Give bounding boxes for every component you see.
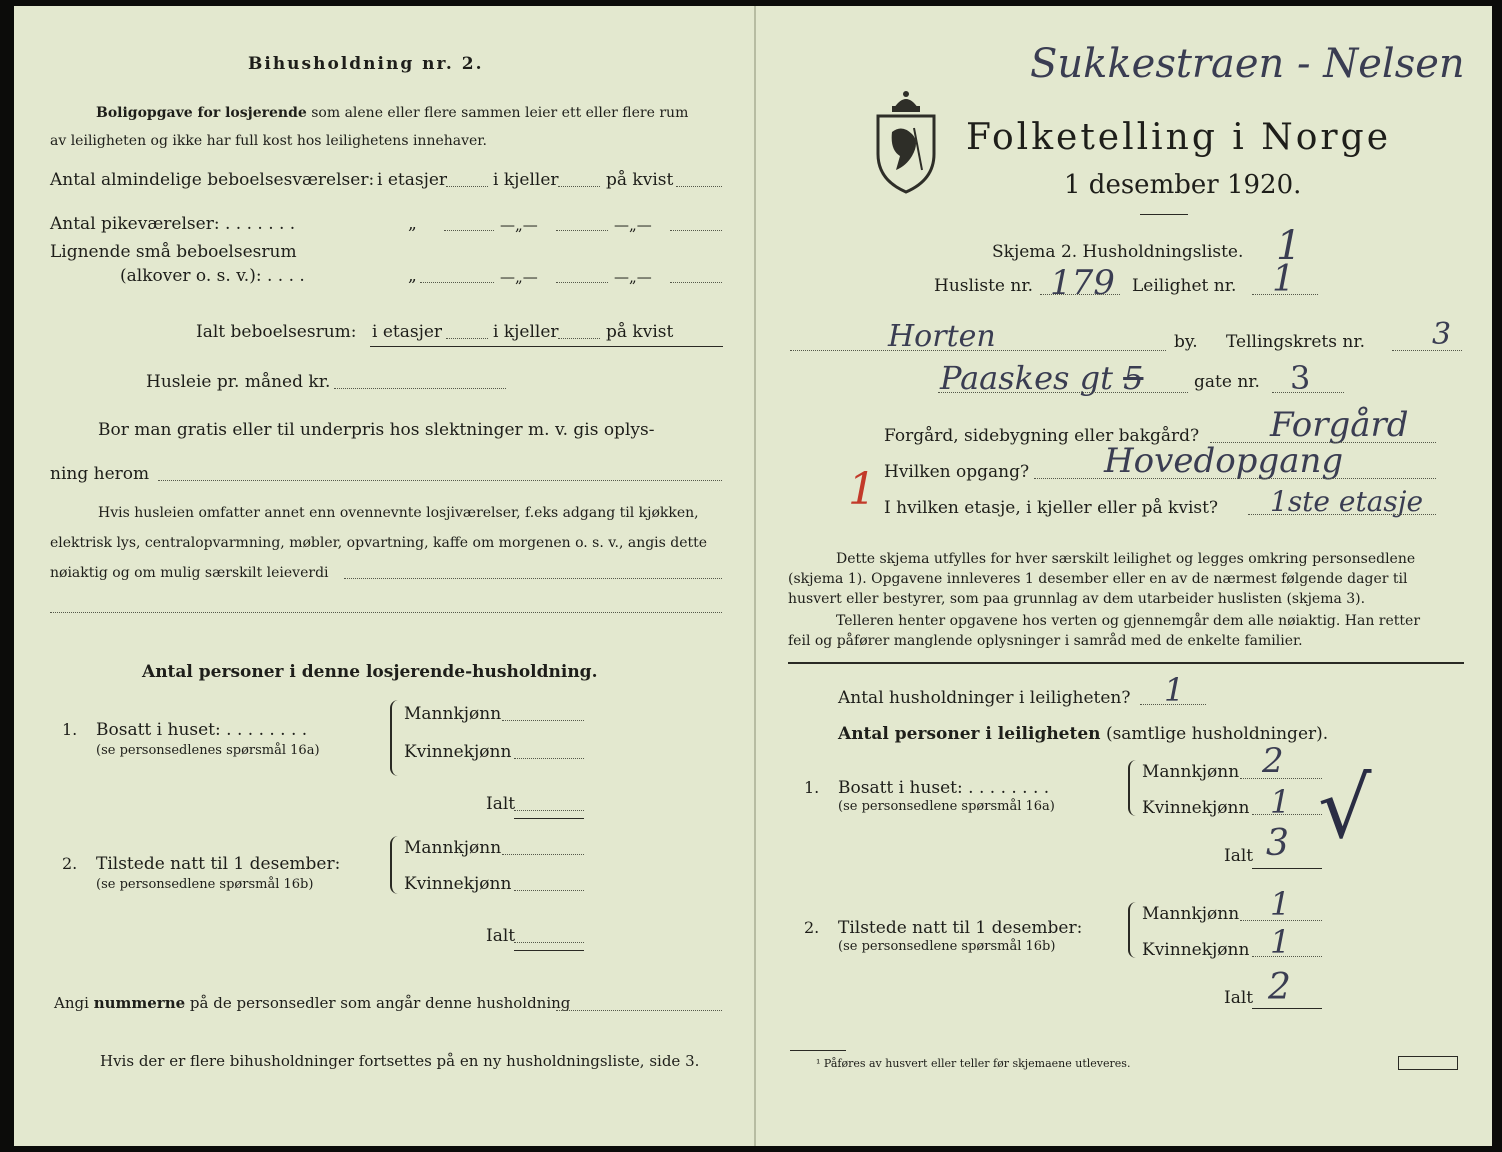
pike-line-2 — [556, 230, 608, 231]
opgang-value: Hovedopgang — [1104, 441, 1344, 481]
pike-line-1 — [444, 230, 494, 231]
husliste-label: Husliste nr. — [934, 276, 1034, 296]
etasje-value: 1ste etasje — [1270, 485, 1424, 518]
r-q1-brace — [1128, 760, 1137, 816]
gate-label: gate nr. — [1194, 372, 1260, 392]
leilighet-line — [1252, 294, 1318, 295]
ialt-etasjer-line — [446, 338, 488, 339]
pike-ditto-3: —„— — [614, 216, 652, 234]
by-label: by. — [1174, 332, 1198, 352]
extra-line-full — [50, 612, 722, 613]
r-q2-ialt-label: Ialt — [1224, 988, 1254, 1008]
etasje-line — [1248, 514, 1436, 515]
r-q1-sub: (se personsedlene spørsmål 16a) — [838, 799, 1055, 814]
angi-line — [54, 996, 570, 1011]
street-name: Paaskes gt — [940, 359, 1113, 397]
footnote: ¹ Påføres av husvert eller teller før skjemaene utleveres. — [816, 1057, 1131, 1070]
intro-line-2: av leiligheten og ikke har full kost hos leilighetens innehaver. — [50, 133, 487, 149]
q2-sub: (se personsedlene spørsmål 16b) — [96, 877, 314, 892]
q2-ialt-label: Ialt — [486, 926, 516, 946]
q1-kvinne-label: Kvinnekjønn — [404, 742, 512, 762]
extra-line-1: Hvis husleien omfatter annet enn ovennevnte losjiværelser, f.eks adgang til kjøkken, — [98, 505, 699, 521]
krets-label: Tellingskrets nr. — [1226, 332, 1366, 352]
q2-brace — [390, 836, 399, 894]
rooms-kvist: på kvist — [606, 170, 674, 190]
husliste-line — [1040, 294, 1120, 295]
extra-line-3: nøiaktig og om mulig særskilt leieverdi — [50, 565, 329, 581]
r-q1-ialt-underline — [1252, 868, 1322, 869]
instructions-rule — [788, 662, 1464, 664]
free-line-1: Bor man gratis eller til underpris hos slektninger m. v. gis oplys- — [98, 420, 655, 440]
households-line — [1140, 704, 1206, 705]
r-q2-sub: (se personsedlene spørsmål 16b) — [838, 939, 1056, 954]
leilighet-value: 1 — [1272, 259, 1295, 300]
r-q2-mann-line — [1240, 920, 1322, 921]
opgang-label: Hvilken opgang? — [884, 462, 1030, 482]
schema-handwritten: 1 — [1276, 223, 1302, 269]
pike-ditto-2: —„— — [500, 216, 538, 234]
r-q1-mann-line — [1240, 778, 1322, 779]
left-title: Bihusholdning nr. 2. — [248, 54, 484, 74]
q1-kvinne-line — [514, 758, 584, 759]
r-q1-kvinne-line — [1252, 814, 1322, 815]
q1-mann-line — [502, 720, 584, 721]
households-value: 1 — [1164, 671, 1185, 709]
gate-line — [1272, 392, 1344, 393]
r-q1-kvinne-value: 1 — [1270, 783, 1291, 821]
r-q1-label: Bosatt i huset: . . . . . . . . — [838, 778, 1050, 798]
forgard-label: Forgård, sidebygning eller bakgård? — [884, 426, 1200, 446]
persons-heading-right — [838, 726, 1328, 743]
pike-line-3 — [670, 230, 722, 231]
households-label: Antal husholdninger i leiligheten? — [838, 688, 1131, 708]
q2-kvinne-label: Kvinnekjønn — [404, 874, 512, 894]
q2-mann-line — [502, 854, 584, 855]
printer-stamp — [1398, 1056, 1458, 1070]
q1-ialt-underline — [514, 818, 584, 819]
q1-mann-label: Mannkjønn — [404, 704, 502, 724]
main-title: Folketelling i Norge — [966, 117, 1391, 158]
opgang-line — [1034, 478, 1436, 479]
instr-line-1: Dette skjema utfylles for hver særskilt leilighet og legges omkring personsedlene — [836, 551, 1416, 567]
checkmark-icon: √ — [1318, 759, 1372, 857]
small-rooms-label-2: (alkover o. s. v.): . . . . — [120, 266, 305, 286]
small-line-3 — [670, 282, 722, 283]
intro-line-1 — [96, 106, 688, 120]
r-q2-kvinne-line — [1252, 956, 1322, 957]
title-rule — [1140, 214, 1188, 215]
q1-ialt-line — [514, 810, 584, 811]
persons-heading: Antal personer i denne losjerende-husholdning. — [142, 662, 598, 682]
persons-heading-bold: Antal personer i leiligheten — [838, 724, 1101, 744]
pike-label: Antal pikeværelser: . . . . . . . — [50, 214, 296, 234]
angi-pre: Angi — [54, 994, 89, 1012]
small-ditto-1: „ — [408, 266, 417, 286]
ialt-underline — [370, 346, 723, 347]
krets-value: 3 — [1432, 317, 1452, 352]
r-q2-ialt-value: 2 — [1268, 967, 1291, 1008]
r-q1-mann-value: 2 — [1262, 741, 1284, 781]
rooms-kvist-line — [676, 186, 722, 187]
small-rooms-label-1: Lignende små beboelsesrum — [50, 242, 297, 262]
red-pencil-mark: 1 — [848, 464, 876, 515]
ialt-etasjer: i etasjer — [372, 322, 443, 342]
free-line-2: ning herom — [50, 464, 150, 484]
persons-heading-rest: (samtlige husholdninger). — [1105, 724, 1329, 744]
free-line — [158, 480, 722, 481]
rent-line — [334, 388, 506, 389]
street-value — [940, 359, 1144, 397]
rooms-kjeller-line — [558, 186, 600, 187]
rooms-etasjer: i etasjer — [377, 170, 448, 190]
angi-bold: nummerne — [93, 994, 186, 1012]
intro-rest: som alene eller flere sammen leier ett eller flere rum — [311, 105, 689, 121]
r-q2-label: Tilstede natt til 1 desember: — [838, 918, 1083, 938]
r-q2-number: 2. — [804, 918, 820, 937]
r-q1-number: 1. — [804, 778, 820, 797]
r-q2-mann-label: Mannkjønn — [1142, 904, 1240, 924]
q1-brace — [390, 700, 399, 776]
instr-line-3: husvert eller bestyrer, som paa grunnlag av dem utarbeider huslisten (skjema 3). — [788, 591, 1366, 607]
angi-post: på de personsedler som angår denne husholdning — [189, 994, 571, 1012]
intro-bold: Boligopgave for losjerende — [96, 105, 307, 121]
small-line-1 — [420, 282, 494, 283]
angi-line-fill — [556, 1010, 722, 1011]
q2-label: Tilstede natt til 1 desember: — [96, 854, 341, 874]
handwritten-name: Sukkestraen - Nelsen — [1030, 41, 1465, 87]
rooms-etasjer-line — [446, 186, 488, 187]
q1-ialt-label: Ialt — [486, 794, 516, 814]
r-q1-ialt-value: 3 — [1266, 823, 1289, 864]
instr-line-5: feil og påfører manglende oplysninger i samråd med de enkelte familier. — [788, 633, 1303, 649]
norway-coat-of-arms-icon — [872, 84, 940, 194]
q2-mann-label: Mannkjønn — [404, 838, 502, 858]
ialt-kjeller-line — [558, 338, 600, 339]
footnote-rule — [790, 1050, 846, 1051]
r-q1-ialt-label: Ialt — [1224, 846, 1254, 866]
gate-value: 3 — [1290, 359, 1311, 397]
ialt-rooms-label: Ialt beboelsesrum: — [196, 322, 357, 342]
leilighet-label: Leilighet nr. — [1132, 276, 1237, 296]
left-footer: Hvis der er flere bihusholdninger fortsettes på en ny husholdningsliste, side 3. — [100, 1052, 700, 1070]
r-q1-mann-label: Mannkjønn — [1142, 762, 1240, 782]
pike-ditto-1: „ — [408, 214, 417, 234]
census-date: 1 desember 1920. — [1064, 170, 1302, 200]
q1-number: 1. — [62, 720, 78, 739]
q2-ialt-line — [514, 942, 584, 943]
r-q2-kvinne-label: Kvinnekjønn — [1142, 940, 1250, 960]
r-q2-brace — [1128, 902, 1137, 958]
page-fold — [754, 6, 756, 1146]
rent-label: Husleie pr. måned kr. — [146, 372, 331, 392]
small-ditto-3: —„— — [614, 268, 652, 286]
q2-number: 2. — [62, 854, 78, 873]
by-line — [790, 350, 1166, 351]
extra-line-2: elektrisk lys, centralopvarmning, møbler, opvartning, kaffe om morgenen o. s. v., angis dette — [50, 535, 708, 551]
schema-label: Skjema 2. Husholdningsliste. — [992, 242, 1244, 262]
r-q1-kvinne-label: Kvinnekjønn — [1142, 798, 1250, 818]
by-value: Horten — [888, 319, 996, 354]
forgard-value: Forgård — [1270, 405, 1409, 445]
rooms-label: Antal almindelige beboelsesværelser: — [50, 170, 375, 190]
small-ditto-2: —„— — [500, 268, 538, 286]
etasje-label: I hvilken etasje, i kjeller eller på kvist? — [884, 498, 1219, 518]
street-line — [938, 392, 1188, 393]
instr-line-4: Telleren henter opgavene hos verten og gjennemgår dem alle nøiaktig. Han retter — [836, 613, 1421, 629]
street-crossed-number: 5 — [1123, 359, 1144, 397]
q1-sub: (se personsedlenes spørsmål 16a) — [96, 743, 320, 758]
q2-kvinne-line — [514, 890, 584, 891]
rooms-kjeller: i kjeller — [493, 170, 559, 190]
extra-line — [344, 578, 722, 579]
r-q2-ialt-underline — [1252, 1008, 1322, 1009]
q1-label: Bosatt i huset: . . . . . . . . — [96, 720, 308, 740]
ialt-kvist: på kvist — [606, 322, 674, 342]
husliste-value: 179 — [1050, 263, 1115, 303]
ialt-kjeller: i kjeller — [493, 322, 559, 342]
krets-line — [1392, 350, 1462, 351]
r-q2-kvinne-value: 1 — [1270, 923, 1291, 961]
small-line-2 — [556, 282, 608, 283]
q2-ialt-underline — [514, 950, 584, 951]
r-q2-mann-value: 1 — [1270, 885, 1291, 923]
instr-line-2: (skjema 1). Opgavene innleveres 1 desember eller en av de nærmest følgende dager til — [788, 571, 1408, 587]
